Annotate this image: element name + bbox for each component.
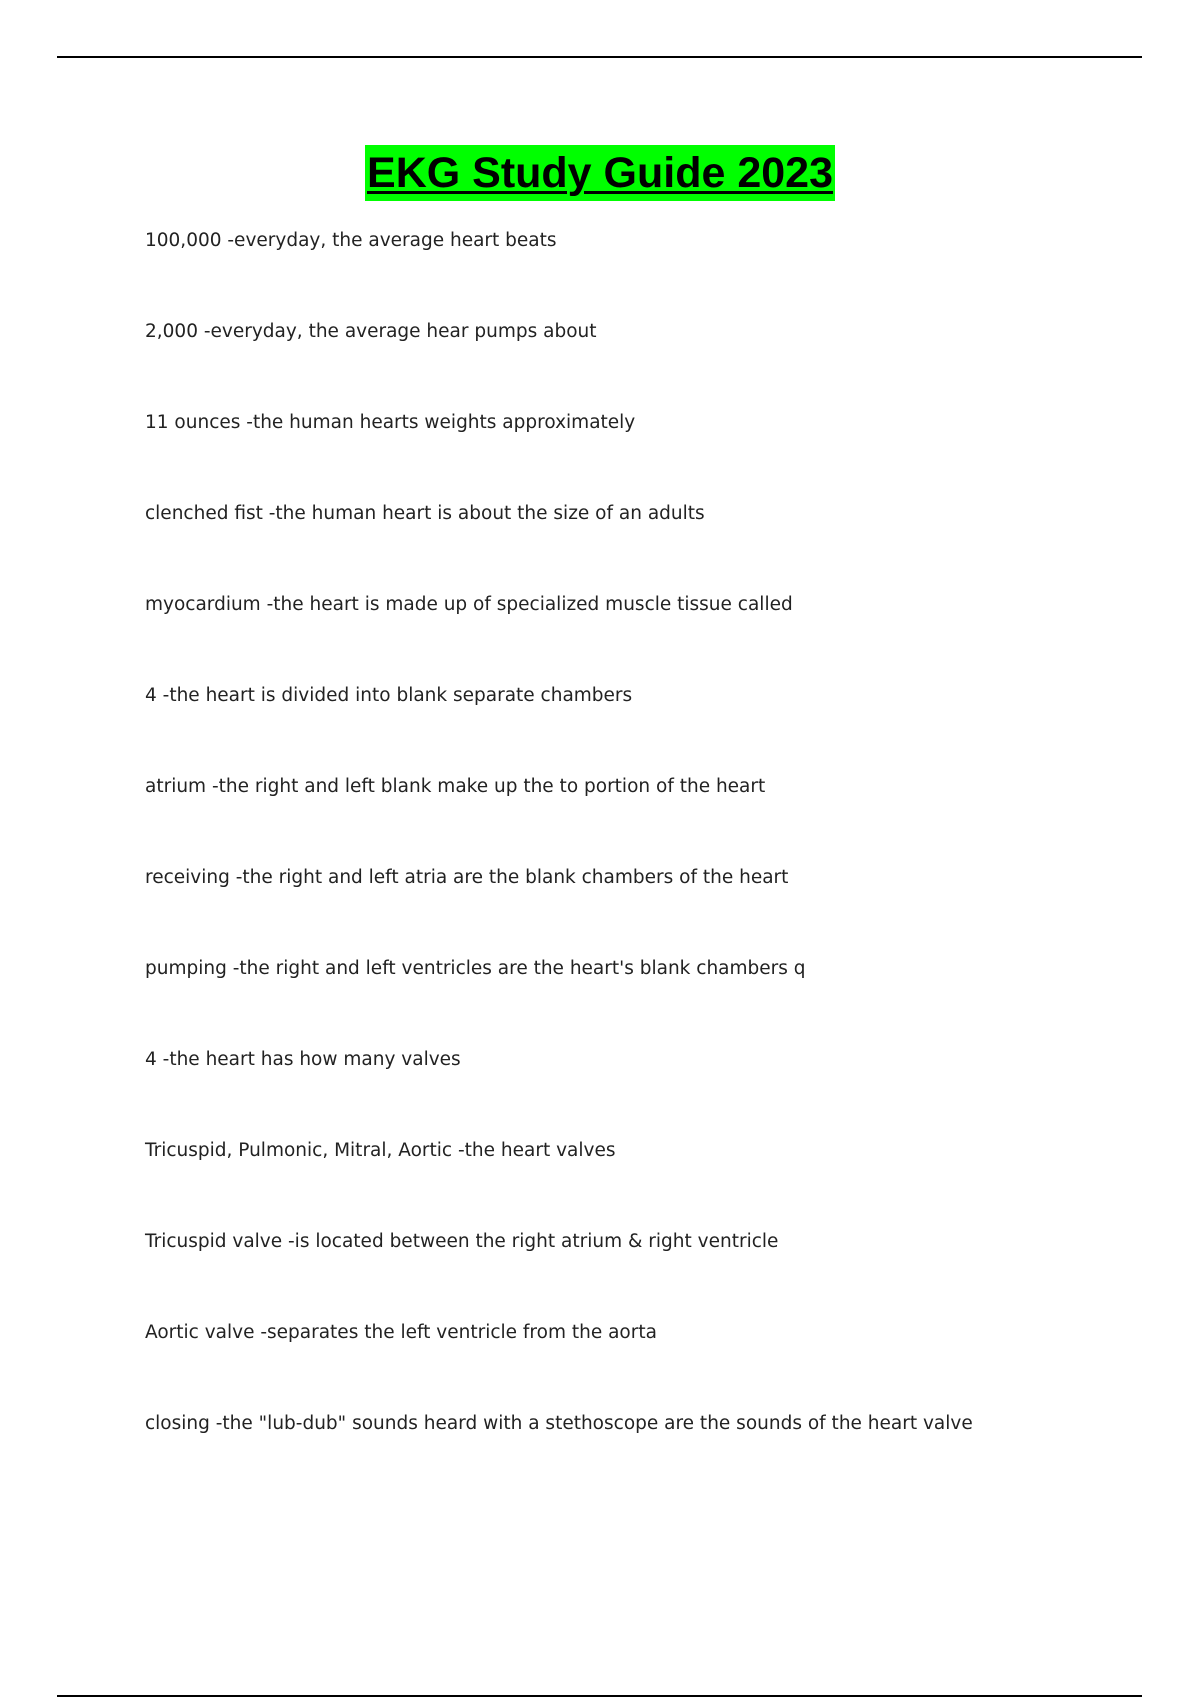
study-entry: closing -the "lub-dub" sounds heard with a stethoscope are the sounds of the heart valve — [145, 1413, 973, 1434]
footer-rule — [57, 1695, 1142, 1697]
study-entry: pumping -the right and left ventricles are the heart's blank chambers q — [145, 958, 806, 979]
study-entry: atrium -the right and left blank make up the to portion of the heart — [145, 776, 766, 797]
study-entry: receiving -the right and left atria are the blank chambers of the heart — [145, 867, 789, 888]
study-entry: Tricuspid valve -is located between the right atrium & right ventricle — [145, 1231, 779, 1252]
study-entry: myocardium -the heart is made up of specialized muscle tissue called — [145, 594, 793, 615]
title-container — [0, 145, 1200, 201]
study-entry: 4 -the heart has how many valves — [145, 1049, 461, 1070]
study-entry: 4 -the heart is divided into blank separate chambers — [145, 685, 633, 706]
study-entry: clenched fist -the human heart is about the size of an adults — [145, 503, 705, 524]
study-entry: 2,000 -everyday, the average hear pumps about — [145, 321, 597, 342]
study-entry: Tricuspid, Pulmonic, Mitral, Aortic -the heart valves — [145, 1140, 616, 1161]
study-entries-list — [145, 229, 1145, 1503]
study-entry: Aortic valve -separates the left ventricle from the aorta — [145, 1322, 657, 1343]
study-entry: 100,000 -everyday, the average heart beats — [145, 230, 557, 251]
page-title: EKG Study Guide 2023 — [365, 145, 835, 201]
header-rule — [57, 56, 1142, 58]
study-entry: 11 ounces -the human hearts weights approximately — [145, 412, 636, 433]
